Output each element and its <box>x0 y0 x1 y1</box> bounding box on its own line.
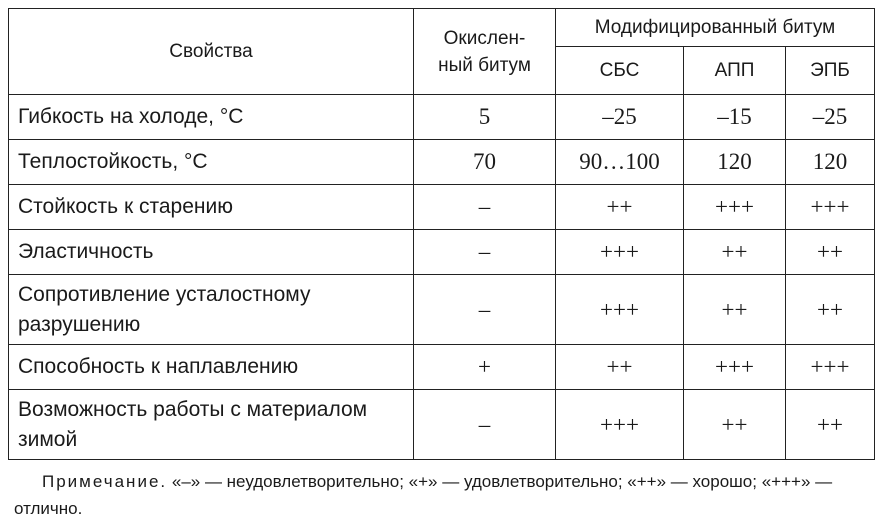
header-row-1 <box>9 9 875 47</box>
header-oxidized-line2: ный битум <box>438 54 531 76</box>
sbs-cell: ++ <box>556 185 684 230</box>
oxidized-cell: 70 <box>414 140 556 185</box>
property-cell: Гибкость на холоде, °С <box>9 95 414 140</box>
epb-cell: +++ <box>786 185 875 230</box>
oxidized-cell: – <box>414 185 556 230</box>
oxidized-cell: – <box>414 390 556 460</box>
header-sbs: СБС <box>556 47 684 95</box>
epb-cell: –25 <box>786 95 875 140</box>
table-row <box>9 230 875 275</box>
table-row <box>9 345 875 390</box>
note-text: «–» — неудовлетворительно; «+» — удовлетворительно; «++» — хорошо; «+++» — отлично. <box>14 472 833 518</box>
table-row <box>9 185 875 230</box>
oxidized-cell: – <box>414 275 556 345</box>
sbs-cell: +++ <box>556 230 684 275</box>
oxidized-cell: + <box>414 345 556 390</box>
header-epb: ЭПБ <box>786 47 875 95</box>
header-oxidized-bitumen <box>414 9 556 95</box>
property-cell: Теплостойкость, °С <box>9 140 414 185</box>
note-label: Примечание. <box>42 472 168 491</box>
epb-cell: ++ <box>786 390 875 460</box>
sbs-cell: 90…100 <box>556 140 684 185</box>
oxidized-cell: – <box>414 230 556 275</box>
property-cell: Возможность работы с материалом зимой <box>9 390 414 460</box>
table-row <box>9 95 875 140</box>
header-properties: Свойства <box>9 9 414 95</box>
sbs-cell: –25 <box>556 95 684 140</box>
table-row <box>9 275 875 345</box>
app-cell: ++ <box>684 390 786 460</box>
epb-cell: +++ <box>786 345 875 390</box>
table-note <box>14 468 878 522</box>
property-cell: Сопротивление усталостному разрушению <box>9 275 414 345</box>
app-cell: +++ <box>684 345 786 390</box>
bitumen-properties-table <box>8 8 875 460</box>
app-cell: –15 <box>684 95 786 140</box>
sbs-cell: +++ <box>556 390 684 460</box>
header-oxidized-line1: Окислен- <box>443 27 526 49</box>
app-cell: ++ <box>684 230 786 275</box>
epb-cell: ++ <box>786 275 875 345</box>
header-modified-bitumen: Модифицированный битум <box>556 9 875 47</box>
epb-cell: 120 <box>786 140 875 185</box>
table-row <box>9 390 875 460</box>
table-row <box>9 140 875 185</box>
header-app: АПП <box>684 47 786 95</box>
epb-cell: ++ <box>786 230 875 275</box>
property-cell: Способность к наплавлению <box>9 345 414 390</box>
property-cell: Эластичность <box>9 230 414 275</box>
app-cell: +++ <box>684 185 786 230</box>
sbs-cell: +++ <box>556 275 684 345</box>
oxidized-cell: 5 <box>414 95 556 140</box>
property-cell: Стойкость к старению <box>9 185 414 230</box>
app-cell: ++ <box>684 275 786 345</box>
app-cell: 120 <box>684 140 786 185</box>
sbs-cell: ++ <box>556 345 684 390</box>
